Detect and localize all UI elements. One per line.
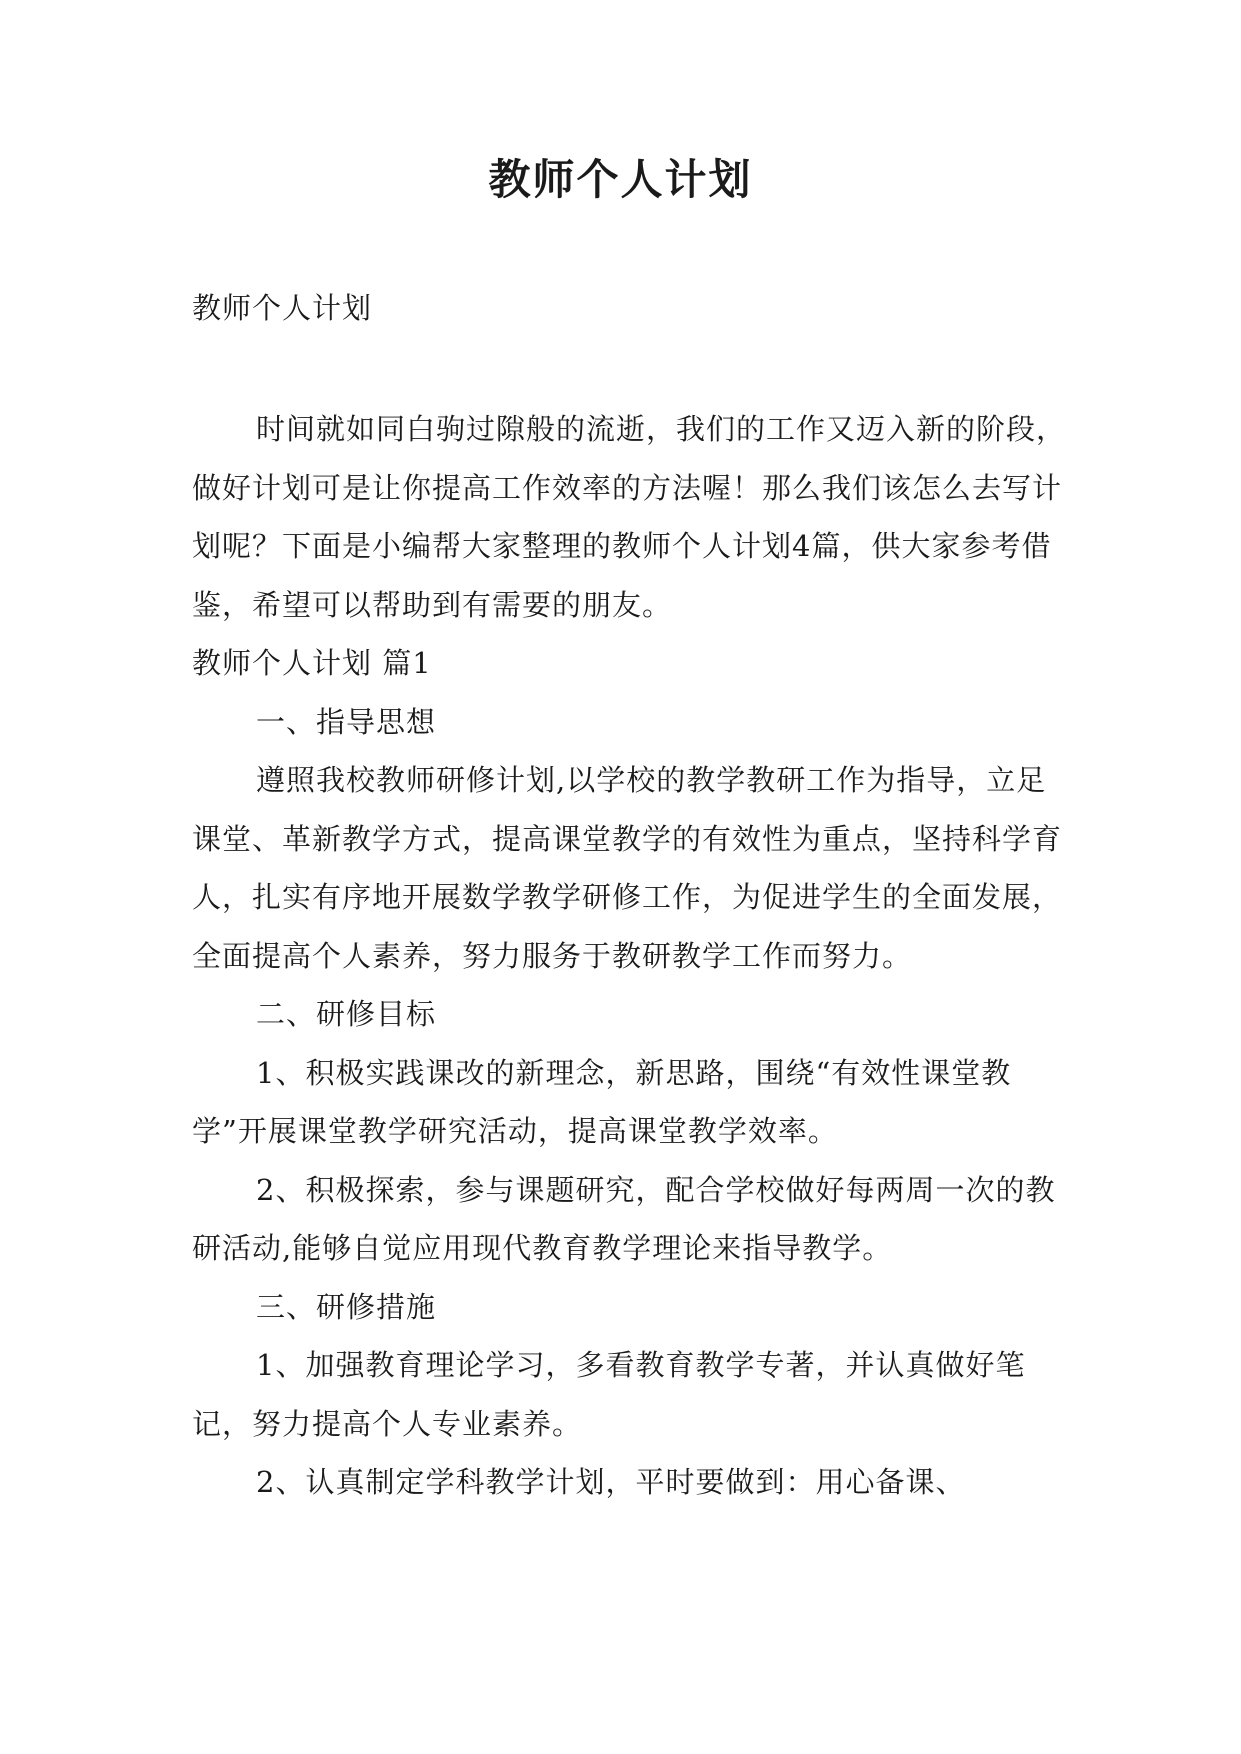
heading-research-measures: 三、研修措施 bbox=[256, 1289, 437, 1324]
document-body bbox=[192, 400, 1072, 1512]
heading-research-goals: 二、研修目标 bbox=[256, 997, 437, 1031]
paragraph-goal-1: 1、积极实践课改的新理念，新思路，围绕“有效性课堂教学”开展课堂教学研究活动，提高课堂教学效率。 bbox=[192, 1055, 1012, 1148]
paragraph-intro: 时间就如同白驹过隙般的流逝，我们的工作又迈入新的阶段，做好计划可是让你提高工作效率的方法喔！那么我们该怎么去写计划呢？下面是小编帮大家整理的教师个人计划4篇，供大家参考借鉴，希望可以帮助到有需要的朋友。 bbox=[192, 412, 1067, 622]
document-title: 教师个人计划 bbox=[488, 155, 753, 204]
document-subtitle: 教师个人计划 bbox=[192, 291, 373, 325]
paragraph-measure-2: 2、认真制定学科教学计划，平时要做到：用心备课、 bbox=[256, 1465, 966, 1499]
paragraph-guiding-ideology: 遵照我校教师研修计划,以学校的教学教研工作为指导，立足课堂、革新教学方式，提高课堂教学的有效性为重点，坚持科学育人，扎实有序地开展数学教学研修工作，为促进学生的全面发展，全面提高个人素养，努力服务于教研教学工作而努力。 bbox=[192, 763, 1063, 973]
paragraph-goal-2: 2、积极探索，参与课题研究，配合学校做好每两周一次的教研活动,能够自觉应用现代教育教学理论来指导教学。 bbox=[192, 1172, 1056, 1265]
section-heading-part-1: 教师个人计划 篇1 bbox=[192, 646, 432, 680]
heading-guiding-ideology: 一、指导思想 bbox=[256, 704, 437, 739]
paragraph-measure-1: 1、加强教育理论学习，多看教育教学专著，并认真做好笔记，努力提高个人专业素养。 bbox=[192, 1348, 1026, 1441]
